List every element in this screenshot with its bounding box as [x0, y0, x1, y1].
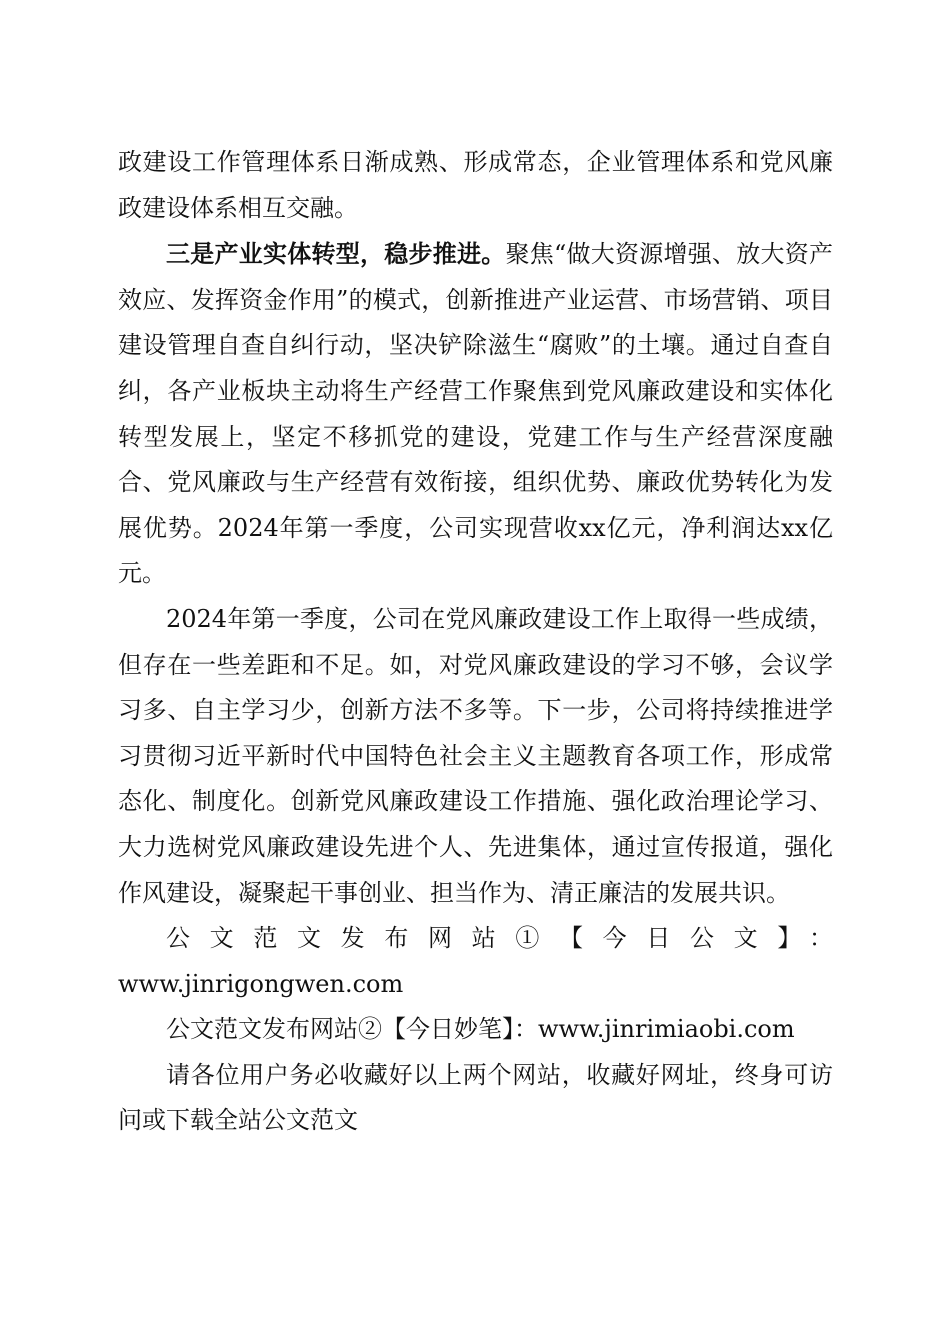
site2-line-text: 公文范文发布网站②【今日妙笔】：www.jinrimiaobi.com — [166, 1015, 795, 1044]
paragraph-industry-transformation — [118, 231, 833, 597]
footer-notice — [118, 1053, 833, 1144]
site1-label-text: 公文范文发布网站①【今日公文】： — [166, 924, 833, 953]
paragraph-summary — [118, 597, 833, 916]
footer-site1-label — [118, 916, 833, 962]
site1-url-link[interactable]: www.jinrigongwen.com — [118, 969, 404, 998]
document-body — [118, 140, 833, 1144]
footer-site1-url[interactable] — [118, 962, 833, 1008]
paragraph-text: 2024年第一季度，公司在党风廉政建设工作上取得一些成绩，但存在一些差距和不足。如，对党风廉政建设的学习不够，会议学习多、自主学习少，创新方法不多等。下一步，公司将持续推进学习贯彻习近平新时代中国特色社会主义主题教育各项工作，形成常态化、制度化。创新党风廉政建设工作措施、强化政治理论学习、大力选树党风廉政建设先进个人、先进集体，通过宣传报道，强化作风建设，凝聚起干事创业、担当作为、清正廉洁的发展共识。 — [118, 604, 833, 907]
paragraph-text: 政建设工作管理体系日渐成熟、形成常态，企业管理体系和党风廉政建设体系相互交融。 — [118, 148, 833, 222]
footer-site2-line — [118, 1007, 833, 1053]
notice-text: 请各位用户务必收藏好以上两个网站，收藏好网址，终身可访问或下载全站公文范文 — [118, 1060, 833, 1135]
paragraph-continued — [118, 140, 833, 231]
paragraph-text: 聚焦“做大资源增强、放大资产效应、发挥资金作用”的模式，创新推进产业运营、市场营销、项目建设管理自查自纠行动，坚决铲除滋生“腐败”的土壤。通过自查自纠，各产业板块主动将生产经营工作聚焦到党风廉政建设和实体化转型发展上，坚定不移抓党的建设，党建工作与生产经营深度融合、党风廉政与生产经营有效衔接，组织优势、廉政优势转化为发展优势。2024年第一季度，公司实现营收xx亿元，净利润达xx亿元。 — [118, 240, 833, 588]
paragraph-lead-heading: 三是产业实体转型，稳步推进。 — [166, 239, 506, 269]
